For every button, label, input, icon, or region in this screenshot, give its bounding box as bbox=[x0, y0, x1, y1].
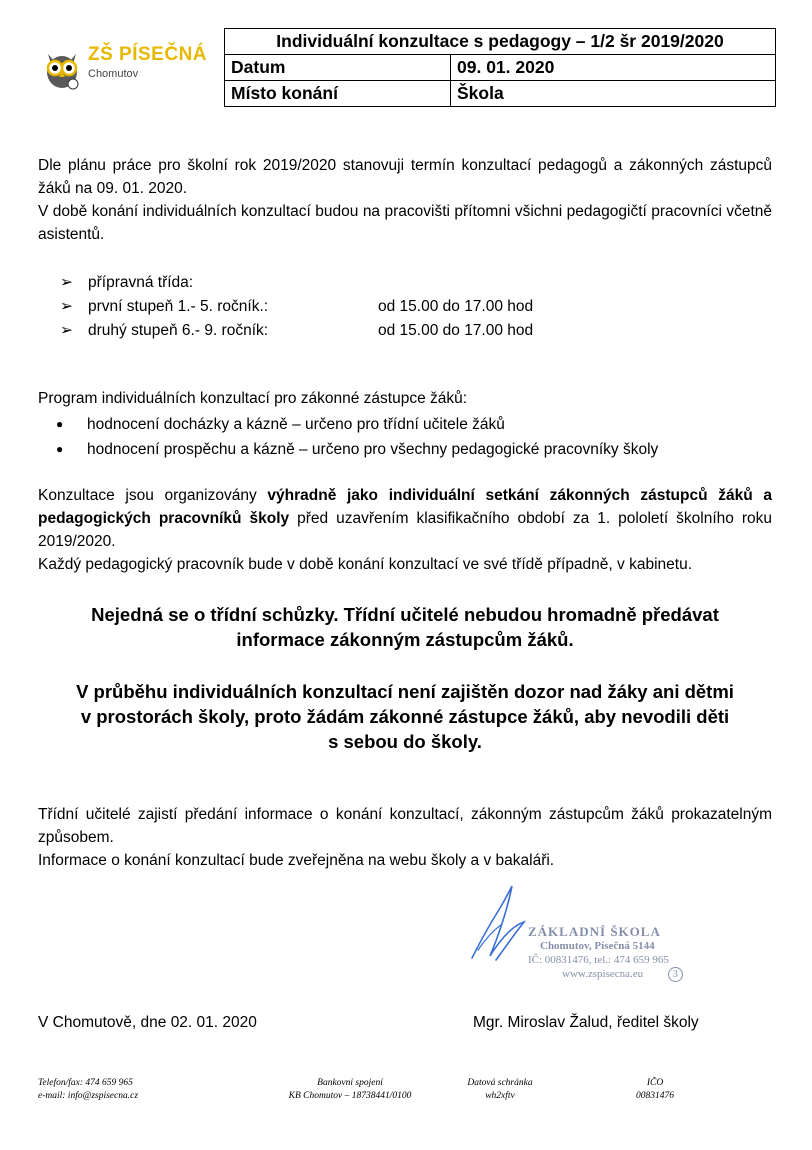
footer-ico bbox=[620, 1077, 690, 1103]
date-label: Datum bbox=[225, 55, 451, 81]
stamp-line: Chomutov, Písečná 5144 bbox=[540, 940, 655, 952]
organization-bold-text: výhradně jako individuální setkání zákonných zástupců žáků a pedagogických pracovníků školy bbox=[38, 487, 773, 527]
place-value: Škola bbox=[451, 81, 776, 107]
footer-contact bbox=[38, 1077, 138, 1103]
bullet-dot-icon: ● bbox=[56, 417, 64, 431]
footer-bank-account: KB Chomutov – 18738441/0100 bbox=[288, 1091, 412, 1101]
schedule-label: první stupeň 1.- 5. ročník.: bbox=[88, 298, 269, 315]
notice-supervision bbox=[38, 679, 772, 754]
arrow-bullet-icon: ➢ bbox=[60, 298, 73, 315]
closing-paragraph-2: Informace o konání konzultací bude zveřejněna na webu školy a v bakaláři. bbox=[38, 852, 555, 869]
schedule-item bbox=[60, 271, 533, 295]
organization-text-after: před uzavřením klasifikačního období za 1. pololetí školního roku 2019/2020. bbox=[38, 510, 772, 550]
footer-bank-label: Bankovní spojení bbox=[317, 1078, 383, 1088]
footer-databox-label: Datová schránka bbox=[467, 1078, 533, 1088]
footer-databox-id: wh2xftv bbox=[485, 1091, 515, 1101]
schedule-item bbox=[60, 319, 533, 343]
program-list bbox=[56, 412, 658, 462]
arrow-bullet-icon: ➢ bbox=[60, 274, 73, 291]
header-title: Individuální konzultace s pedagogy – 1/2 šr 2019/2020 bbox=[225, 29, 776, 55]
organization-text-before: Konzultace jsou organizovány bbox=[38, 487, 268, 504]
owl-logo-icon bbox=[40, 46, 84, 90]
place-date: V Chomutově, dne 02. 01. 2020 bbox=[38, 1014, 257, 1031]
arrow-bullet-icon: ➢ bbox=[60, 322, 73, 339]
organization-paragraph-2: Každý pedagogický pracovník bude v době konání konzultací ve své třídě případně, v kabinetu. bbox=[38, 556, 692, 573]
notice-line: s sebou do školy. bbox=[328, 731, 482, 752]
schedule-label: přípravná třída: bbox=[88, 274, 194, 291]
stamp-number: 3 bbox=[668, 967, 683, 982]
schedule-list bbox=[60, 271, 533, 343]
footer-bank bbox=[270, 1077, 430, 1103]
bullet-dot-icon: ● bbox=[56, 442, 64, 456]
schedule-time: od 15.00 do 17.00 hod bbox=[378, 298, 534, 315]
notice-line: informace zákonným zástupcům žáků. bbox=[236, 629, 574, 650]
intro-paragraph-2: V době konání individuálních konzultací budou na pracovišti přítomni všichni pedagogičtí pracovníci včetně asistentů. bbox=[38, 203, 772, 243]
place-label: Místo konání bbox=[225, 81, 451, 107]
schedule-item bbox=[60, 295, 533, 319]
stamp-line: IČ: 00831476, tel.: 474 659 965 bbox=[528, 954, 669, 966]
organization-paragraph bbox=[38, 484, 772, 553]
schedule-label: druhý stupeň 6.- 9. ročník: bbox=[88, 322, 269, 339]
notice-line: v prostorách školy, proto žádám zákonné zástupce žáků, aby nevodili děti bbox=[80, 706, 730, 727]
footer-databox bbox=[450, 1077, 550, 1103]
notice-line: Nejedná se o třídní schůzky. Třídní učitelé nebudou hromadně předávat bbox=[91, 604, 719, 625]
program-item-text: hodnocení prospěchu a kázně – určeno pro všechny pedagogické pracovníky školy bbox=[87, 441, 659, 458]
intro-paragraph-1: Dle plánu práce pro školní rok 2019/2020 stanovuji termín konzultací pedagogů a zákonných zástupců žáků na 09. 01. 2020. bbox=[38, 157, 772, 197]
closing-paragraph-1: Třídní učitelé zajistí předání informace o konání konzultací, zákonným zástupcům žáků prokazatelným způsobem. bbox=[38, 806, 772, 846]
footer-email: e-mail: info@zspisecna.cz bbox=[38, 1091, 139, 1101]
notice-no-meeting bbox=[38, 602, 772, 652]
header-table bbox=[224, 28, 776, 107]
program-item-text: hodnocení docházky a kázně – určeno pro třídní učitele žáků bbox=[87, 416, 505, 433]
list-item bbox=[56, 437, 658, 462]
schedule-time: od 15.00 do 17.00 hod bbox=[378, 322, 534, 339]
school-stamp bbox=[528, 925, 683, 982]
notice-line: V průběhu individuálních konzultací není zajištěn dozor nad žáky ani dětmi bbox=[76, 681, 734, 702]
program-heading: Program individuálních konzultací pro zákonné zástupce žáků: bbox=[38, 390, 468, 407]
logo-city: Chomutov bbox=[88, 68, 139, 80]
closing-section bbox=[38, 803, 772, 872]
date-value: 09. 01. 2020 bbox=[451, 55, 776, 81]
list-item bbox=[56, 412, 658, 437]
intro-section bbox=[38, 154, 772, 246]
footer-ico-value: 00831476 bbox=[636, 1091, 674, 1101]
footer-phone: Telefon/fax: 474 659 965 bbox=[38, 1078, 133, 1088]
logo-school-name: ZŠ PÍSEČNÁ bbox=[88, 44, 208, 65]
stamp-line: ZÁKLADNÍ ŠKOLA bbox=[528, 924, 661, 939]
signer-name: Mgr. Miroslav Žalud, ředitel školy bbox=[473, 1014, 699, 1031]
footer-ico-label: IČO bbox=[646, 1078, 664, 1088]
stamp-web: www.zspisecna.eu bbox=[562, 968, 644, 980]
stamp-line bbox=[528, 967, 683, 982]
organization-section bbox=[38, 484, 772, 576]
school-logo bbox=[40, 44, 208, 94]
